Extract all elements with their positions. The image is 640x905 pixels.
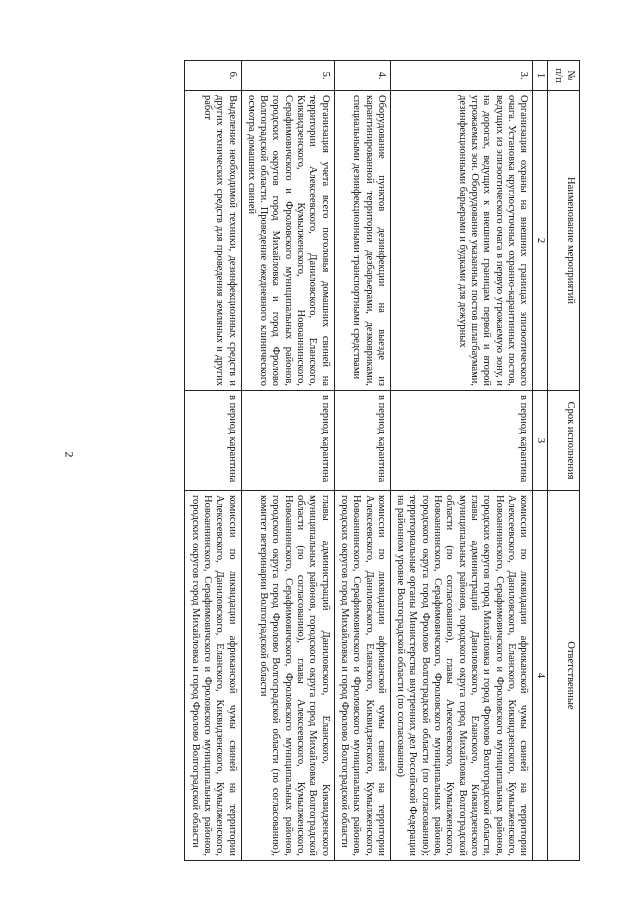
row-number: 6. [185,61,241,91]
column-number: 3 [533,391,548,491]
row-number: 5. [241,61,334,91]
header-resp: Ответственные [548,491,580,861]
row-responsible: комиссии по ликвидации африканской чумы свиней на территории Алексеевского, Даниловского, Еланского, Киквидзенского, Кумылженского, Новоаннинского, Серафимовичского и Фроловского муниципальных районов, городских округов город Михайловка и город Фролово Волгоградской области, главы администраций Даниловского, Еланского, Киквидзенского муниципальных районов, городского округа город Михайловка Волгоградской области (по согласованию), главы Алексеевского, Кумылженского, Новоаннинского, Серафимовичского, Фроловского муниципальных районов, городского округа город Фролово Волгоградской области (по согласованию); территориальные органы Министерства внутренних дел Российской Федерации на районном уровне Волгоградской области (по согласованию) [390,491,532,861]
header-num: № п/п [548,61,580,91]
table-row [185,61,241,861]
table-row [241,61,334,861]
column-number: 1 [533,61,548,91]
row-responsible: комиссии по ликвидации африканской чумы свиней на территории Алексеевского, Даниловского, Еланского, Киквидзенского, Кумылженского, Новоаннинского, Серафимовичского и Фроловского муниципальных районов, городских округов город Михайловка и город Фролово Волгоградской области [185,491,241,861]
row-number: 4. [334,61,390,91]
table-row [334,61,390,861]
row-measure: Выделение необходимой техники, дезинфекционных средств и других технических средств для проведения земляных и других работ [185,91,241,391]
column-number: 2 [533,91,548,391]
row-term: в период карантина [390,391,532,491]
header-name: Наименование мероприятий [548,91,580,391]
header-term: Срок исполнения [548,391,580,491]
column-number-row [533,61,548,861]
table-header-row [548,61,580,861]
row-measure: Оборудование пунктов дезинфекции на выезде из карантинированной территории дезбарьерами, дезковриками, специальными дезинфекционными транспортными средствами [334,91,390,391]
column-number: 4 [533,491,548,861]
row-term: в период карантина [334,391,390,491]
table-row [390,61,532,861]
row-responsible: главы администраций Даниловского, Еланского, Киквидзенского муниципальных районов, городского округа город Михайловка Волгоградской области (по согласованию), главы Алексеевского, Кумылженского, Новоаннинского, Серафимовичского, Фроловского муниципальных районов, городского округа город Фролово Волгоградской области (по согласованию), комитет ветеринарии Волгоградской области [241,491,334,861]
row-measure: Организация учета всего поголовья домашних свиней на территории Алексеевского, Даниловского, Еланского, Киквидзенского, Кумылженского, Новоаннинского, Серафимовичского и Фроловского муниципальных районов, городских округов город Михайловка и город Фролово Волгоградской области. Проведение ежедневного клинического осмотра домашних свиней [241,91,334,391]
row-number: 3. [390,61,532,91]
row-term: в период карантина [241,391,334,491]
measures-table [184,60,580,861]
row-responsible: комиссии по ликвидации африканской чумы свиней на территории Алексеевского, Даниловского, Еланского, Киквидзенского, Кумылженского, Новоаннинского, Серафимовичского и Фроловского муниципальных районов, городских округов город Михайловка и город Фролово Волгоградской области [334,491,390,861]
page-number: 2 [62,451,77,458]
row-term: в период карантина [185,391,241,491]
rotated-table-container [80,60,580,860]
row-measure: Организация охраны на внешних границах эпизоотического очага. Установка круглосуточных охранно-карантинных постов, ведущих из эпизоотического очага в первую угрожаемую зону, и на дорогах, ведущих к внешним границам первой и второй угрожаемых зон. Оборудование указанных постов шлагбаумами, дезинфекционными барьерами и будками для дежурных [390,91,532,391]
